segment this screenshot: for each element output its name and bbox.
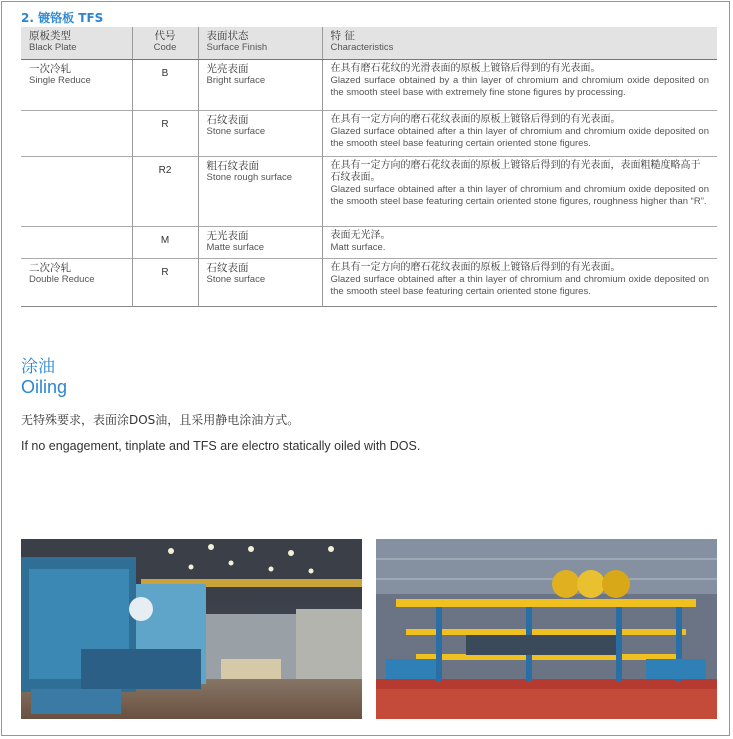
oiling-title-zh: 涂油 <box>21 357 55 377</box>
factory-line-illustration <box>21 539 362 719</box>
header-surface-finish <box>198 27 322 60</box>
finish-zh: 石纹表面 <box>206 114 249 126</box>
finish-zh: 粗石纹表面 <box>206 160 259 172</box>
finish-zh: 石纹表面 <box>206 262 249 274</box>
finish-en: Stone rough surface <box>206 172 293 183</box>
header-en: Black Plate <box>29 42 77 53</box>
characteristics-cell <box>322 259 717 307</box>
plate-cell <box>21 111 132 157</box>
code-value: M <box>160 235 170 246</box>
characteristics-cell <box>322 60 717 111</box>
header-zh: 代号 <box>154 30 176 42</box>
plate-cell <box>21 227 132 259</box>
plate-en: Double Reduce <box>29 274 95 285</box>
characteristics-en: Glazed surface obtained after a thin layer of chromium and chromium oxide deposited on the smooth steel base featuring certain oriented stone figures. <box>330 274 709 297</box>
plate-zh: 二次冷轧 <box>29 262 71 274</box>
characteristics-en: Glazed surface obtained after a thin layer of chromium and chromium oxide deposited on the smooth steel base featuring certain oriented stone figures, roughness higher than “R”. <box>330 184 709 207</box>
code-cell <box>132 111 198 157</box>
finish-cell <box>198 227 322 259</box>
code-cell <box>132 157 198 227</box>
header-en: Code <box>153 42 177 53</box>
oiling-text-en: If no engagement, tinplate and TFS are electro statically oiled with DOS. <box>21 439 421 453</box>
plate-cell <box>21 157 132 227</box>
plate-zh: 一次冷轧 <box>29 63 71 75</box>
characteristics-en: Matt surface. <box>330 242 386 253</box>
code-value: B <box>161 68 169 79</box>
table-row <box>21 157 717 227</box>
plate-en: Single Reduce <box>29 75 91 86</box>
characteristics-zh: 在具有一定方向的磨石花纹表面的原板上镀铬后得到的有光表面。 <box>330 262 621 273</box>
finish-zh: 无光表面 <box>206 230 249 242</box>
oiling-text-zh: 无特殊要求，表面涂DOS油，且采用静电涂油方式。 <box>21 413 300 427</box>
header-code <box>132 27 198 60</box>
table-row <box>21 111 717 157</box>
characteristics-cell <box>322 157 717 227</box>
characteristics-zh: 在具有一定方向的磨石花纹表面的原板上镀铬后得到的有光表面，表面粗糙度略高于石纹表面。 <box>330 160 701 183</box>
header-zh: 表面状态 <box>206 30 249 42</box>
code-value: R <box>161 267 169 278</box>
characteristics-en: Glazed surface obtained by a thin layer of chromium and chromium oxide deposited on the smooth steel base with extremely fine stone figures by processing. <box>330 75 709 98</box>
code-cell <box>132 227 198 259</box>
plate-cell <box>21 60 132 111</box>
code-value: R <box>161 119 169 130</box>
finish-en: Bright surface <box>206 75 266 86</box>
coating-plant-illustration <box>376 539 717 719</box>
characteristics-cell <box>322 111 717 157</box>
code-cell <box>132 259 198 307</box>
oiling-title-en: Oiling <box>21 377 68 397</box>
table-row <box>21 227 717 259</box>
tfs-spec-table <box>21 27 717 307</box>
table-row <box>21 259 717 307</box>
factory-photo-right <box>376 539 717 719</box>
table-row <box>21 60 717 111</box>
code-cell <box>132 60 198 111</box>
header-black-plate <box>21 27 132 60</box>
header-en: Characteristics <box>330 42 394 53</box>
characteristics-cell <box>322 227 717 259</box>
code-value: R2 <box>158 165 172 176</box>
finish-cell <box>198 60 322 111</box>
characteristics-zh: 表面无光泽。 <box>330 230 391 241</box>
table-header-row <box>21 27 717 60</box>
section-title: 2. 镀铬板 TFS <box>21 11 104 25</box>
finish-cell <box>198 259 322 307</box>
header-en: Surface Finish <box>206 42 268 53</box>
plate-cell <box>21 259 132 307</box>
characteristics-en: Glazed surface obtained after a thin layer of chromium and chromium oxide deposited on the smooth steel base featuring certain oriented stone figures. <box>330 126 709 149</box>
finish-en: Stone surface <box>206 274 266 285</box>
header-characteristics <box>322 27 717 60</box>
finish-zh: 光亮表面 <box>206 63 249 75</box>
finish-en: Stone surface <box>206 126 266 137</box>
header-zh: 原板类型 <box>29 30 71 42</box>
factory-photo-left <box>21 539 362 719</box>
characteristics-zh: 在具有磨石花纹的光滑表面的原板上镀铬后得到的有光表面。 <box>330 63 601 74</box>
header-zh: 特 征 <box>330 30 355 42</box>
finish-cell <box>198 157 322 227</box>
characteristics-zh: 在具有一定方向的磨石花纹表面的原板上镀铬后得到的有光表面。 <box>330 114 621 125</box>
finish-en: Matte surface <box>206 242 265 253</box>
finish-cell <box>198 111 322 157</box>
